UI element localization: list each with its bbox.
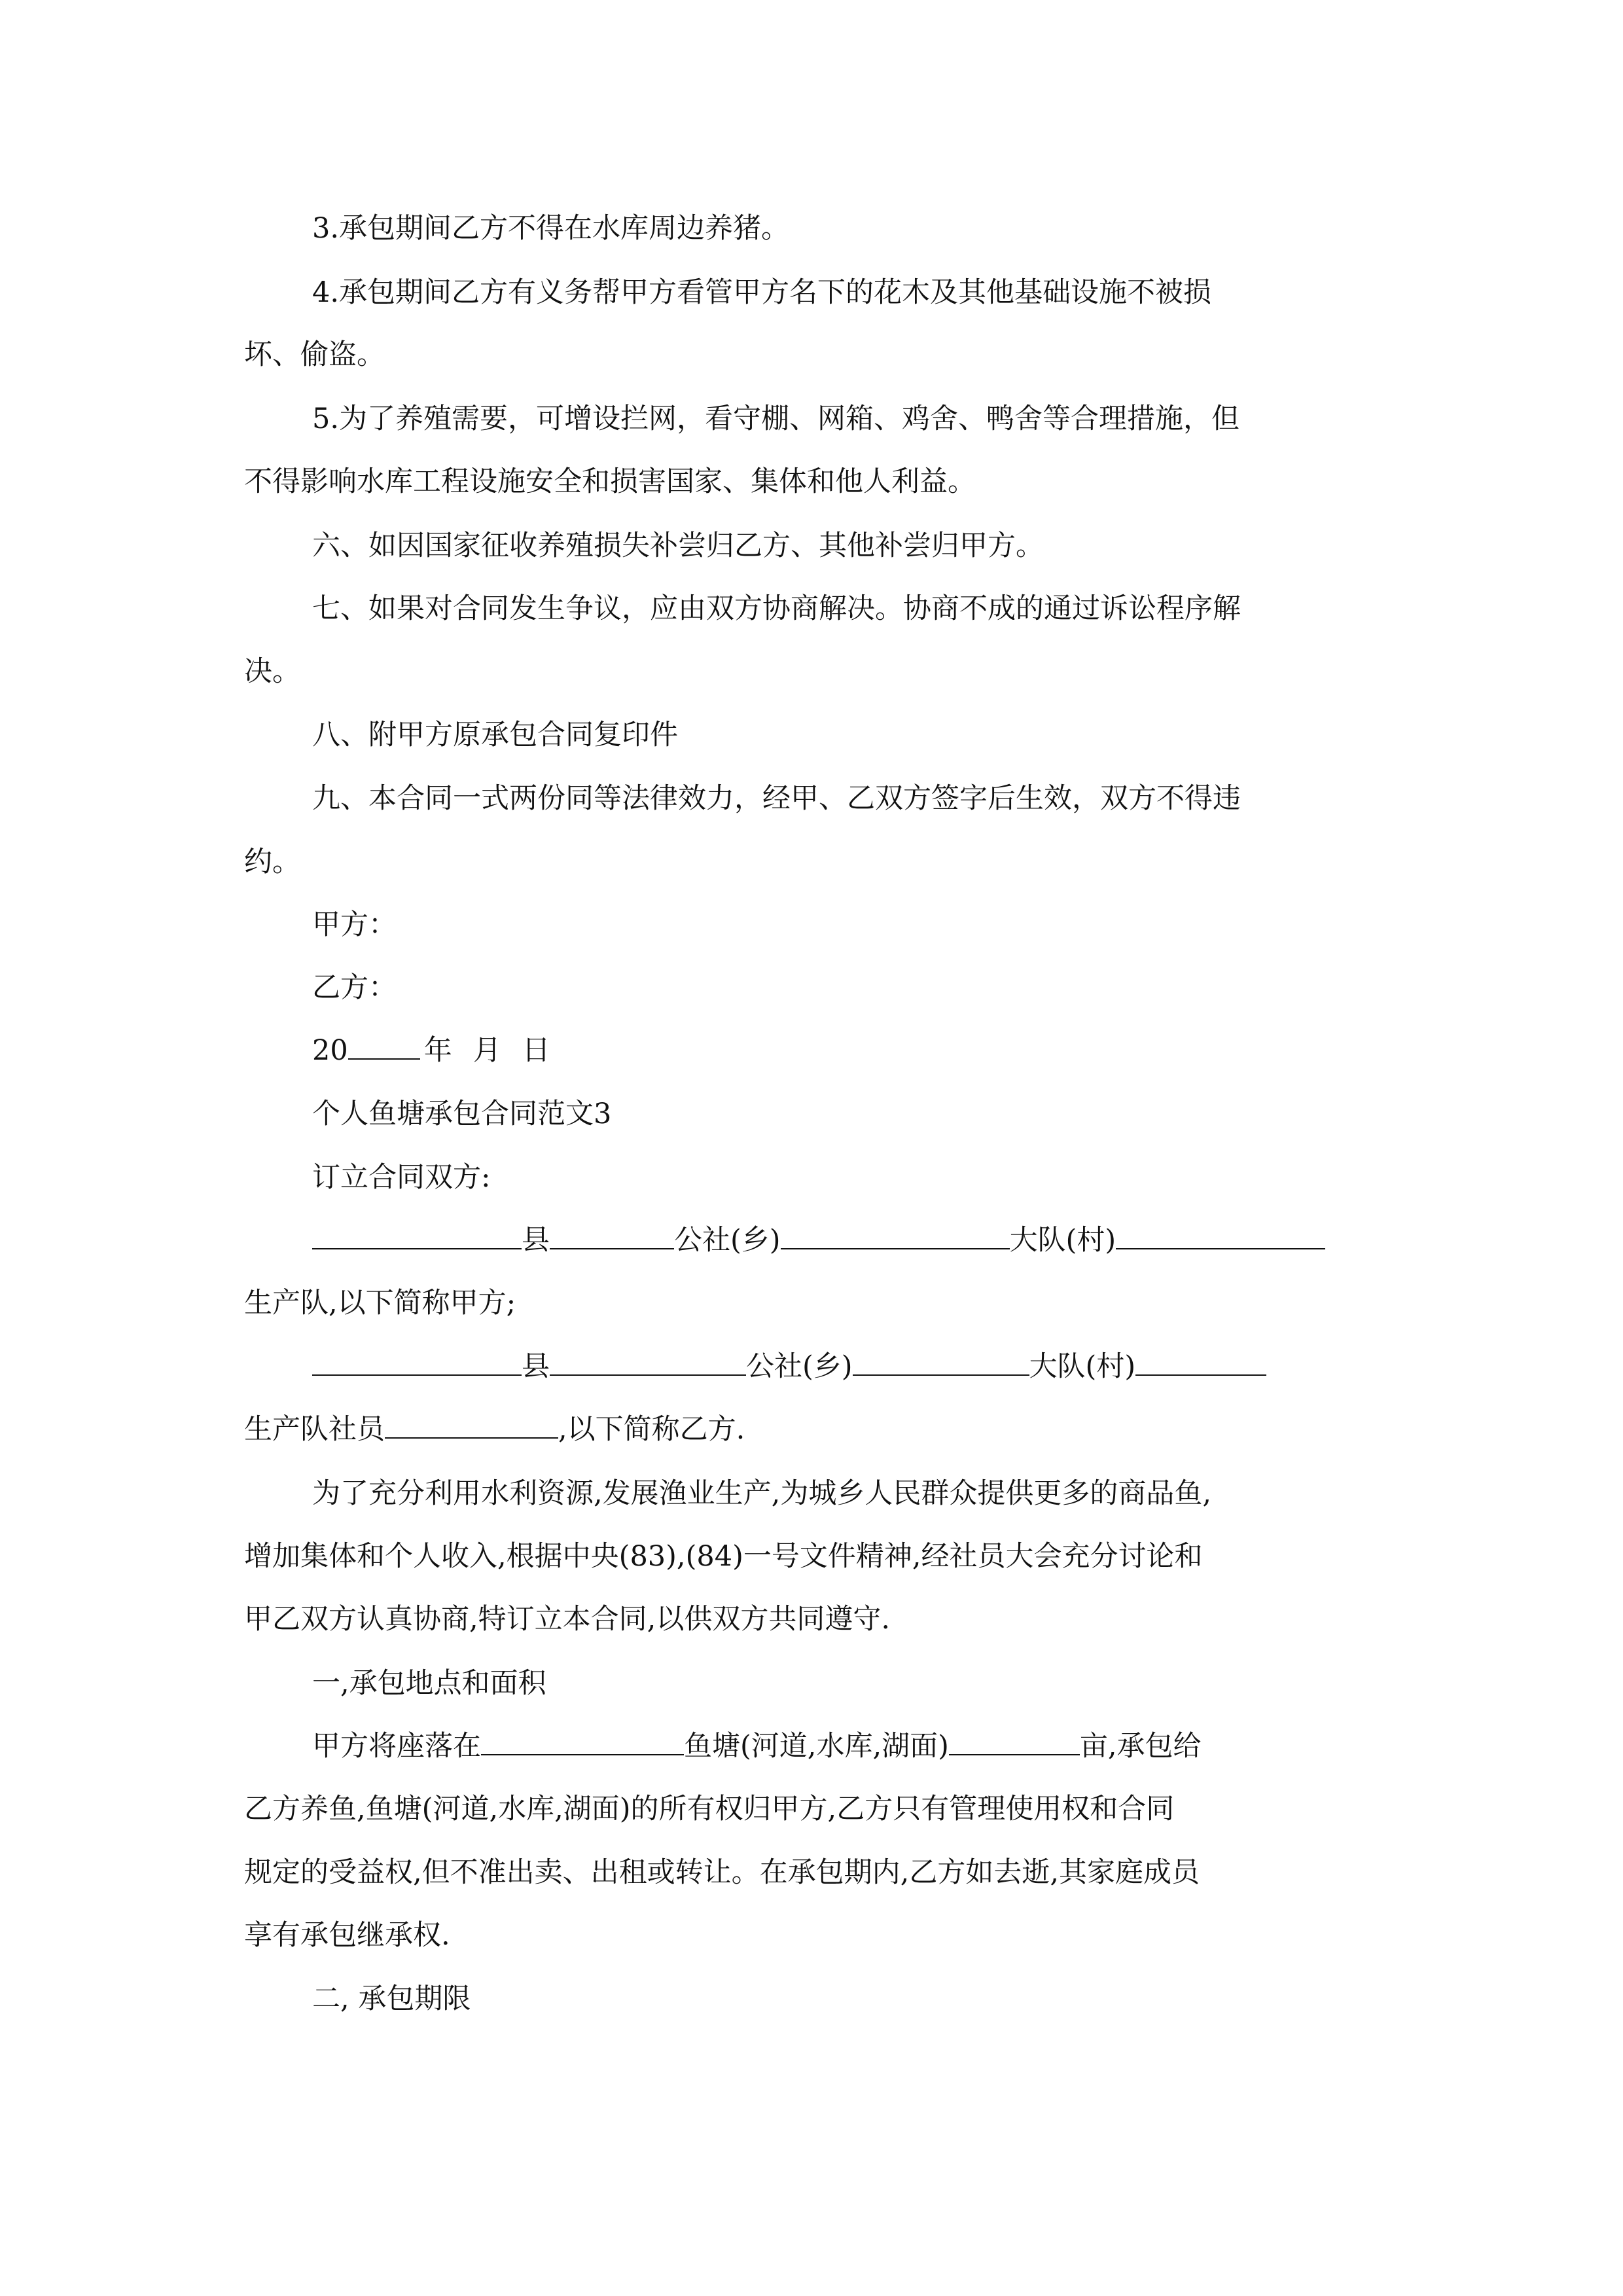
location-suffix: 亩,承包给: [1079, 1730, 1202, 1763]
section-title: 个人鱼塘承包合同范文3: [312, 1098, 612, 1130]
brigade-label: 大队(村): [1029, 1350, 1136, 1383]
date-year-label: 年: [423, 1034, 452, 1067]
member-prefix: 生产队社员: [244, 1413, 385, 1446]
county-label: 县: [522, 1350, 550, 1383]
signature-party-a: 甲方：: [312, 908, 397, 941]
blank-field: [550, 1221, 674, 1249]
clause-line: 5.为了养殖需要，可增设拦网，看守棚、网箱、鸡舍、鸭舍等合理措施，但: [312, 403, 1240, 435]
brigade-label: 大队(村): [1009, 1224, 1116, 1257]
party-a-form-line: [244, 1219, 1379, 1261]
blank-field: [949, 1727, 1080, 1755]
section-heading: 二, 承包期限: [312, 1982, 471, 2015]
clause-line: 甲乙双方认真协商,特订立本合同,以供双方共同遵守.: [244, 1603, 891, 1636]
signature-party-b: 乙方：: [312, 971, 397, 1004]
blank-field: [1116, 1221, 1325, 1249]
blank-field: [348, 1031, 420, 1060]
clause-line: 4.承包期间乙方有义务帮甲方看管甲方名下的花木及其他基础设施不被损: [312, 276, 1212, 309]
location-form-line: [244, 1725, 1379, 1767]
clause-line: 约。: [244, 846, 300, 878]
county-label: 县: [522, 1224, 550, 1257]
clause-line: 享有承包继承权.: [244, 1919, 450, 1952]
clause-line: 九、本合同一式两份同等法律效力，经甲、乙双方签字后生效，双方不得违: [312, 782, 1241, 815]
date-month-label: 月: [473, 1034, 501, 1067]
blank-field: [550, 1347, 746, 1376]
clause-line: 决。: [244, 655, 300, 688]
clause-line: 八、附甲方原承包合同复印件: [312, 719, 678, 751]
clause-line: 坏、偷盗。: [244, 338, 385, 371]
commune-label: 公社(乡): [674, 1224, 781, 1257]
date-line: [244, 1030, 1379, 1071]
date-year-prefix: 20: [312, 1034, 348, 1067]
clause-line: 乙方养鱼,鱼塘(河道,水库,湖面)的所有权归甲方,乙方只有管理使用权和合同: [244, 1793, 1175, 1825]
contract-parties-heading: 订立合同双方:: [312, 1161, 491, 1194]
clause-line: 不得影响水库工程设施安全和损害国家、集体和他人利益。: [244, 465, 976, 498]
blank-field: [312, 1347, 522, 1376]
clause-line: 七、如果对合同发生争议，应由双方协商解决。协商不成的通过诉讼程序解: [312, 592, 1241, 625]
blank-field: [385, 1410, 558, 1439]
clause-line: 规定的受益权,但不准出卖、出租或转让。在承包期内,乙方如去逝,其家庭成员: [244, 1856, 1200, 1889]
date-day-label: 日: [522, 1034, 550, 1067]
clause-line: 生产队,以下简称甲方;: [244, 1287, 516, 1319]
clause-line: 为了充分利用水利资源,发展渔业生产,为城乡人民群众提供更多的商品鱼,: [312, 1477, 1212, 1510]
clause-line: 六、如因国家征收养殖损失补尝归乙方、其他补尝归甲方。: [312, 529, 1044, 562]
commune-label: 公社(乡): [746, 1350, 853, 1383]
location-prefix: 甲方将座落在: [312, 1730, 481, 1763]
blank-field: [1135, 1347, 1266, 1376]
member-suffix: ,以下简称乙方.: [558, 1413, 745, 1446]
blank-field: [781, 1221, 1010, 1249]
blank-field: [853, 1347, 1029, 1376]
member-form-line: [244, 1408, 1379, 1450]
clause-line: 3.承包期间乙方不得在水库周边养猪。: [312, 212, 790, 245]
blank-field: [481, 1727, 684, 1755]
section-heading: 一,承包地点和面积: [312, 1667, 546, 1700]
clause-line: 增加集体和个人收入,根据中央(83),(84)一号文件精神,经社员大会充分讨论和: [244, 1540, 1203, 1573]
location-middle: 鱼塘(河道,水库,湖面): [684, 1730, 949, 1763]
party-b-form-line: [244, 1346, 1379, 1388]
blank-field: [312, 1221, 522, 1249]
